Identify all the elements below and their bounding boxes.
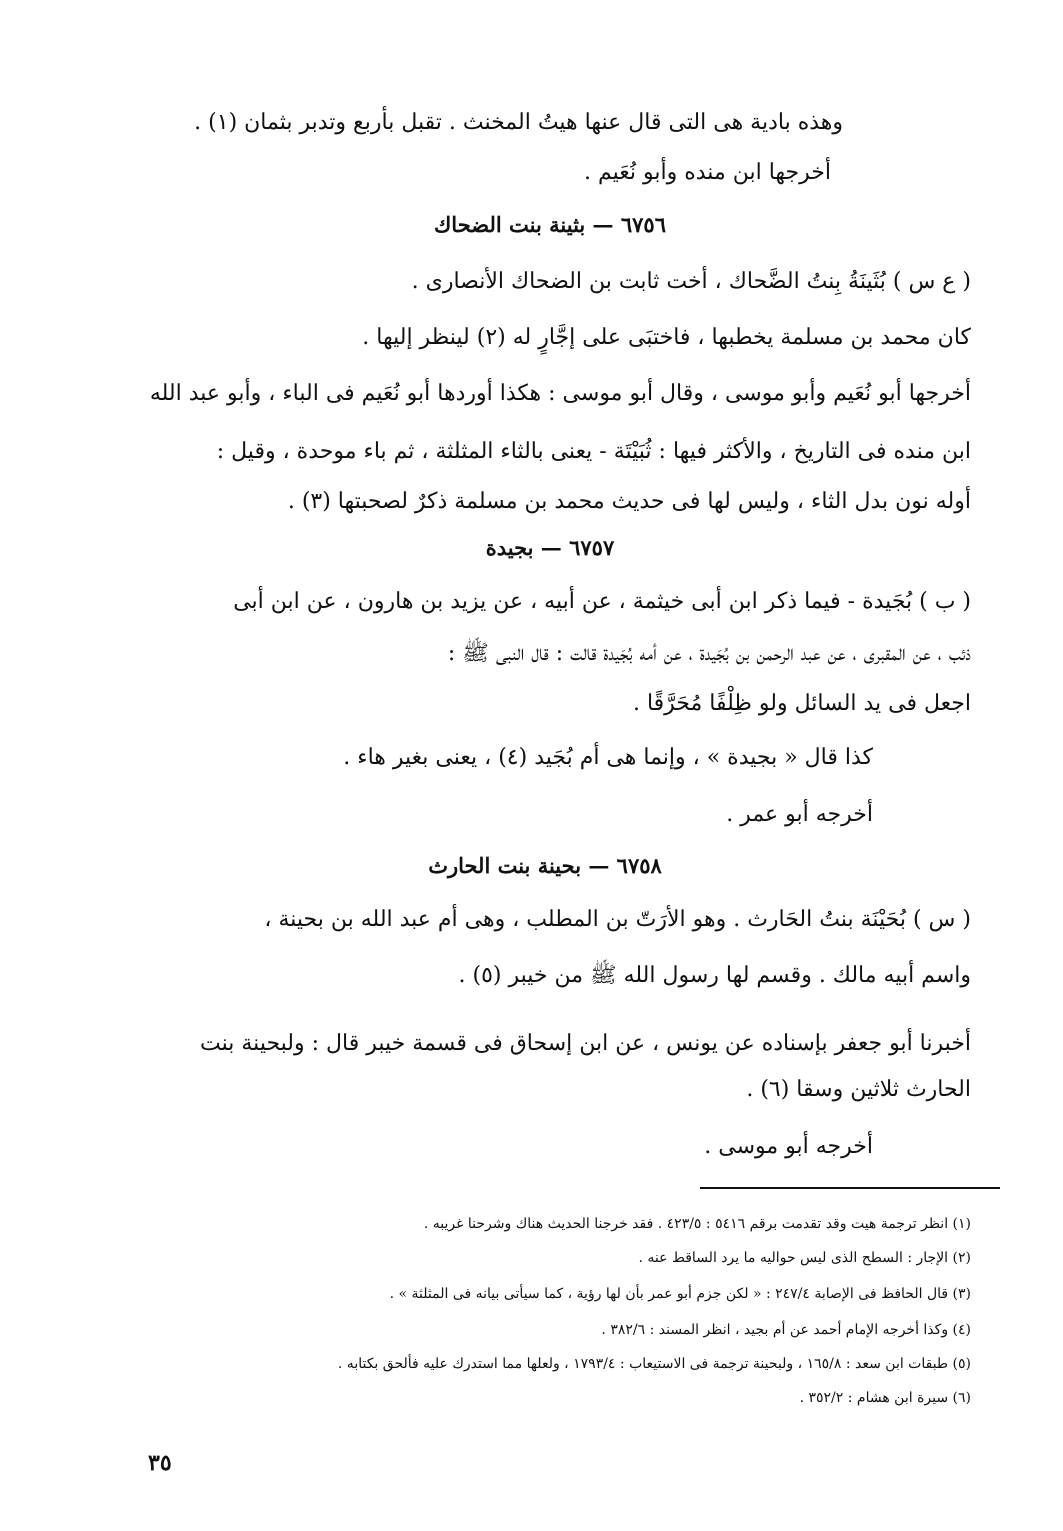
footnote-divider <box>700 1187 1000 1189</box>
footnote: (٥) طبقات ابن سعد : ١٦٥/٨ ، ولبحينة ترجمة فى الاستيعاب : ١٧٩٣/٤ ، ولعلها مما استدرك عليه فألحق بكتابه . <box>337 1356 971 1372</box>
text-line: ابن منده فى التاريخ ، والأكثر فيها : ثُبَيْتَة - يعنى بالثاء المثلثة ، ثم باء موحدة ، وقيل : <box>216 439 971 464</box>
text-line: كان محمد بن مسلمة يخطبها ، فاختبَى على إجَّارٍ له (٢) لينظر إليها . <box>362 325 971 350</box>
text-line: ( ب ) بُجَيدة - فيما ذكر ابن أبى خيثمة ، عن أبيه ، عن يزيد بن هارون ، عن ابن أبى <box>233 589 971 614</box>
text-line: أخرجه أبو موسى . <box>704 1134 873 1159</box>
text-line: أخرجها ابن منده وأبو نُعَيم . <box>584 160 831 185</box>
footnote: (٣) قال الحافظ فى الإصابة ٢٤٧/٤ : « لكن جزم أبو عمر بأن لها رؤية ، كما سيأتى بيانه فى المثلثة » . <box>389 1286 971 1302</box>
entry-heading: ٦٧٥٦ — بثينة بنت الضحاك <box>434 212 666 237</box>
footnote: (٤) وكذا أخرجه الإمام أحمد عن أم بجيد ، انظر المسند : ٣٨٢/٦ . <box>601 1322 971 1338</box>
text-line: الحارث ثلاثين وسقا (٦) . <box>746 1077 971 1102</box>
footnote: (٦) سيرة ابن هشام : ٣٥٢/٢ . <box>799 1390 971 1406</box>
text-line: واسم أبيه مالك . وقسم لها رسول الله ﷺ من خيبر (٥) . <box>458 963 971 988</box>
text-line: ذئب ، عن المقبرى ، عن عبد الرحمن بن بُجَيدة ، عن أمه بُجَيدة قالت : قال النبى ﷺ : <box>447 641 971 666</box>
footnote: (١) انظر ترجمة هيت وقد تقدمت برقم ٥٤١٦ : ٤٢٣/٥ . فقد خرجنا الحديث هناك وشرحنا غريبه . <box>423 1216 971 1232</box>
text-line: ( ع س ) بُثَينَةُ بِنتُ الضَّحاك ، أخت ثابت بن الضحاك الأنصارى . <box>411 269 971 294</box>
text-line: أخبرنا أبو جعفر بإسناده عن يونس ، عن ابن إسحاق فى قسمة خيبر قال : ولبحينة بنت <box>200 1031 971 1056</box>
entry-heading: ٦٧٥٨ — بحينة بنت الحارث <box>428 853 662 878</box>
page-number: ٣٥ <box>148 1450 172 1476</box>
text-line: ( س ) بُحَيْنَة بنتُ الحَارث . وهو الأرَتّ بن المطلب ، وهى أم عبد الله بن بحينة ، <box>264 907 971 932</box>
text-line: أخرجها أبو نُعَيم وأبو موسى ، وقال أبو موسى : هكذا أوردها أبو نُعَيم فى الباء ، وأبو عبد الله <box>149 381 971 406</box>
text-line: اجعل فى يد السائل ولو ظِلْفًا مُحَرَّقًا . <box>632 691 971 716</box>
text-line: كذا قال « بجيدة » ، وإنما هى أم بُجَيد (٤) ، يعنى بغير هاء . <box>343 745 873 770</box>
entry-heading: ٦٧٥٧ — بجيدة <box>485 535 615 560</box>
text-line: أخرجه أبو عمر . <box>726 802 873 827</box>
footnote: (٢) الإجار : السطح الذى ليس حواليه ما يرد الساقط عنه . <box>638 1250 971 1266</box>
text-line: أوله نون بدل الثاء ، وليس لها فى حديث محمد بن مسلمة ذكرٌ لصحبتها (٣) . <box>287 489 971 514</box>
text-line: وهذه بادية هى التى قال عنها هيتُ المخنث . تقبل بأربع وتدبر بثمان (١) . <box>194 110 843 135</box>
